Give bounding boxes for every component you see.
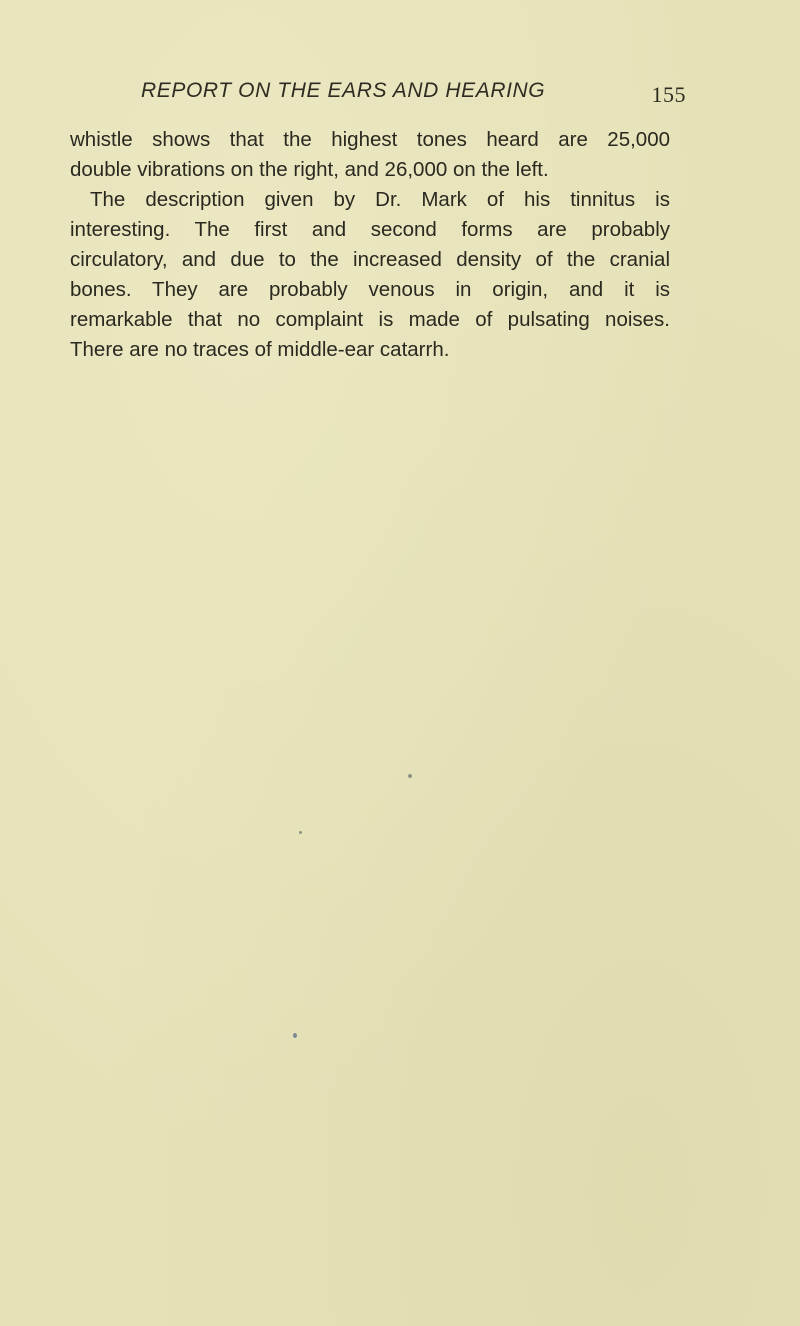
text-line: remarkable that no complaint is made of pulsating noises. [70, 308, 670, 331]
text-line: There are no traces of middle-ear catarrh. [70, 338, 450, 361]
text-line: double vibrations on the right, and 26,000 on the left. [70, 158, 549, 181]
paper-speck [408, 774, 412, 778]
text-line: whistle shows that the highest tones heard are 25,000 [70, 128, 670, 151]
body-text [70, 125, 670, 365]
text-line: circulatory, and due to the increased density of the cranial [70, 248, 670, 271]
paper-speck [293, 1033, 297, 1038]
text-line: The description given by Dr. Mark of his tinnitus is [90, 188, 670, 211]
paper-speck [299, 831, 302, 834]
text-line: interesting. The first and second forms are probably [70, 218, 670, 241]
running-head [141, 74, 686, 108]
page-number: 155 [651, 82, 686, 107]
running-title: REPORT ON THE EARS AND HEARING [141, 79, 546, 102]
text-line: bones. They are probably venous in origin, and it is [70, 278, 670, 301]
